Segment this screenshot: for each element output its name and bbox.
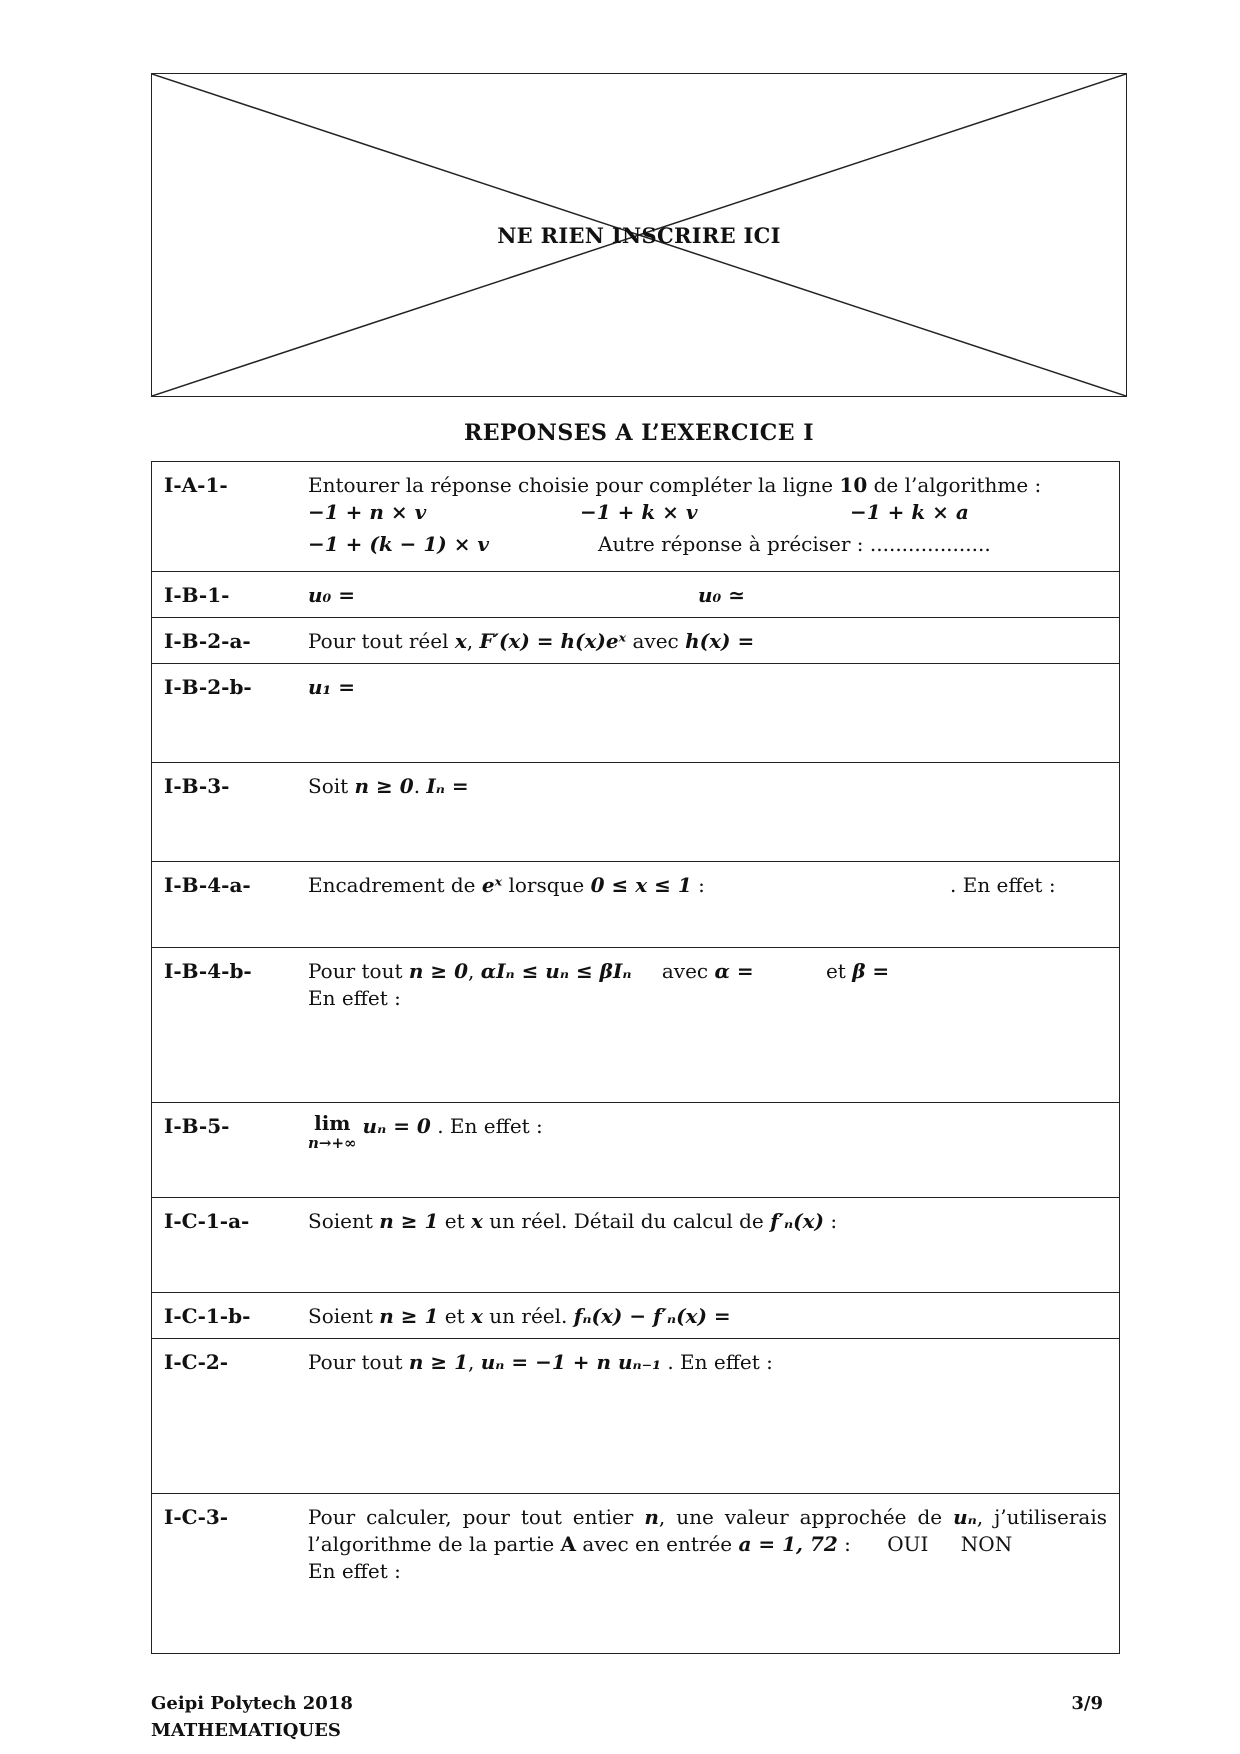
answers-table <box>151 461 1120 1654</box>
row-text: un réel. <box>482 1304 574 1328</box>
part-letter: A <box>560 1532 577 1556</box>
row-label: I-C-1-b- <box>164 1304 251 1328</box>
row-text: Pour calculer, pour tout entier <box>308 1505 645 1529</box>
row-text: Pour tout <box>308 1350 409 1374</box>
row-text: : <box>837 1532 851 1556</box>
formula: uₙ = 0 <box>362 1114 431 1138</box>
row-text: avec <box>661 959 715 983</box>
answer-area[interactable] <box>308 674 1107 701</box>
formula: αIₙ ≤ uₙ ≤ βIₙ <box>480 959 632 983</box>
do-not-write-label: NE RIEN INSCRIRE ICI <box>497 223 781 248</box>
answer-row-ib4a <box>152 861 1119 947</box>
answer-area[interactable] <box>308 582 1107 609</box>
row-label: I-B-3- <box>164 774 230 798</box>
row-text: , j’utiliserais l’algorithme de la partie <box>308 1505 1107 1556</box>
row-text: Entourer la réponse choisie pour compléter la ligne <box>308 473 840 497</box>
footer-subject: MATHEMATIQUES <box>151 1720 341 1741</box>
row-label: I-B-2-b- <box>164 675 252 699</box>
formula: u₀ ≃ <box>698 583 746 607</box>
row-text: Soit <box>308 774 355 798</box>
formula: eˣ <box>481 873 503 897</box>
answer-area[interactable] <box>308 628 1107 655</box>
row-label: I-B-4-a- <box>164 873 251 897</box>
row-label: I-C-1-a- <box>164 1209 250 1233</box>
row-label: I-B-4-b- <box>164 959 252 983</box>
formula: x <box>454 629 467 653</box>
formula: x <box>470 1209 483 1233</box>
row-text: En effet : <box>308 986 401 1010</box>
limit-subscript: n→+∞ <box>308 1134 357 1152</box>
row-text: avec en entrée <box>576 1532 739 1556</box>
row-label: I-B-2-a- <box>164 629 251 653</box>
row-text: . En effet : <box>950 873 1056 897</box>
row-text: . En effet : <box>430 1114 543 1138</box>
answer-row-ib5 <box>152 1102 1119 1197</box>
formula: a = 1, 72 <box>738 1532 838 1556</box>
formula: α = <box>714 959 754 983</box>
row-text: Encadrement de <box>308 873 482 897</box>
limit-operator <box>308 1113 357 1153</box>
answer-area[interactable] <box>308 958 1107 1012</box>
row-text: avec <box>626 629 686 653</box>
row-text: , <box>467 1350 481 1374</box>
formula: n ≥ 0 <box>408 959 468 983</box>
choice-option[interactable]: −1 + (k − 1) × v <box>308 532 490 556</box>
row-text: Pour tout <box>308 959 409 983</box>
row-label: I-B-1- <box>164 583 230 607</box>
row-label: I-C-2- <box>164 1350 229 1374</box>
choice-option-other[interactable]: Autre réponse à préciser : ................... <box>598 532 991 556</box>
formula: x <box>470 1304 483 1328</box>
row-text: : <box>691 873 705 897</box>
row-text: et <box>438 1209 471 1233</box>
row-label: I-B-5- <box>164 1114 230 1138</box>
row-text: Soient <box>308 1304 380 1328</box>
page-number: 3/9 <box>1071 1693 1103 1714</box>
row-text: , <box>467 959 481 983</box>
choice-option[interactable]: −1 + n × v <box>308 500 427 524</box>
formula: n <box>644 1505 659 1529</box>
row-label: I-C-3- <box>164 1505 229 1529</box>
answer-row-ia1 <box>152 462 1119 571</box>
limit-word: lim <box>314 1111 351 1135</box>
formula: u₁ = <box>308 675 356 699</box>
row-text: . En effet : <box>660 1350 773 1374</box>
formula: h(x) = <box>685 629 755 653</box>
answer-row-ic1a <box>152 1197 1119 1292</box>
choice-option[interactable]: −1 + k × a <box>850 500 969 524</box>
formula: 0 ≤ x ≤ 1 <box>590 873 692 897</box>
row-text: de l’algorithme : <box>867 473 1042 497</box>
row-text: En effet : <box>308 1559 401 1583</box>
row-text: un réel. Détail du calcul de <box>482 1209 771 1233</box>
choice-option[interactable]: −1 + k × v <box>580 500 698 524</box>
formula: n ≥ 1 <box>379 1304 439 1328</box>
choice-non[interactable]: NON <box>960 1532 1013 1556</box>
row-label: I-A-1- <box>164 473 228 497</box>
formula: Iₙ = <box>426 774 469 798</box>
answer-row-ib4b <box>152 947 1119 1102</box>
formula: f′ₙ(x) <box>770 1209 825 1233</box>
row-text: Soient <box>308 1209 380 1233</box>
answer-area[interactable] <box>308 773 1107 800</box>
answer-area[interactable] <box>308 1303 1107 1330</box>
row-text: et <box>825 959 853 983</box>
formula: n ≥ 0 <box>354 774 414 798</box>
answer-area[interactable] <box>308 872 1107 899</box>
answer-area[interactable] <box>308 472 1107 558</box>
answer-row-ic1b <box>152 1292 1119 1338</box>
line-number: 10 <box>839 473 868 497</box>
formula: uₙ = −1 + n uₙ₋₁ <box>480 1350 661 1374</box>
footer-left <box>151 1690 353 1744</box>
answer-row-ic2 <box>152 1338 1119 1493</box>
answer-row-ib1 <box>152 571 1119 617</box>
answer-area[interactable] <box>308 1113 1107 1153</box>
row-text: , <box>466 629 480 653</box>
answer-row-ic3 <box>152 1493 1119 1653</box>
footer-exam-name: Geipi Polytech 2018 <box>151 1693 353 1714</box>
answer-row-ib2a <box>152 617 1119 663</box>
formula: uₙ <box>953 1505 977 1529</box>
row-text: : <box>824 1209 838 1233</box>
formula: fₙ(x) − f′ₙ(x) = <box>573 1304 731 1328</box>
answer-area[interactable] <box>308 1208 1107 1235</box>
formula: n ≥ 1 <box>408 1350 468 1374</box>
formula: β = <box>852 959 890 983</box>
answer-area[interactable] <box>308 1504 1107 1585</box>
answer-area[interactable] <box>308 1349 1107 1376</box>
row-text: . <box>413 774 427 798</box>
formula: n ≥ 1 <box>379 1209 439 1233</box>
answer-row-ib3 <box>152 762 1119 861</box>
row-text: lorsque <box>502 873 591 897</box>
row-text: Pour tout réel <box>308 629 455 653</box>
section-title: REPONSES A L’EXERCICE I <box>463 420 815 446</box>
row-text: et <box>438 1304 471 1328</box>
formula: F′(x) = h(x)eˣ <box>479 629 627 653</box>
formula: u₀ = <box>308 583 356 607</box>
row-text: , une valeur approchée de <box>658 1505 954 1529</box>
do-not-write-box <box>151 73 1127 397</box>
answer-row-ib2b <box>152 663 1119 762</box>
choice-oui[interactable]: OUI <box>887 1532 929 1556</box>
